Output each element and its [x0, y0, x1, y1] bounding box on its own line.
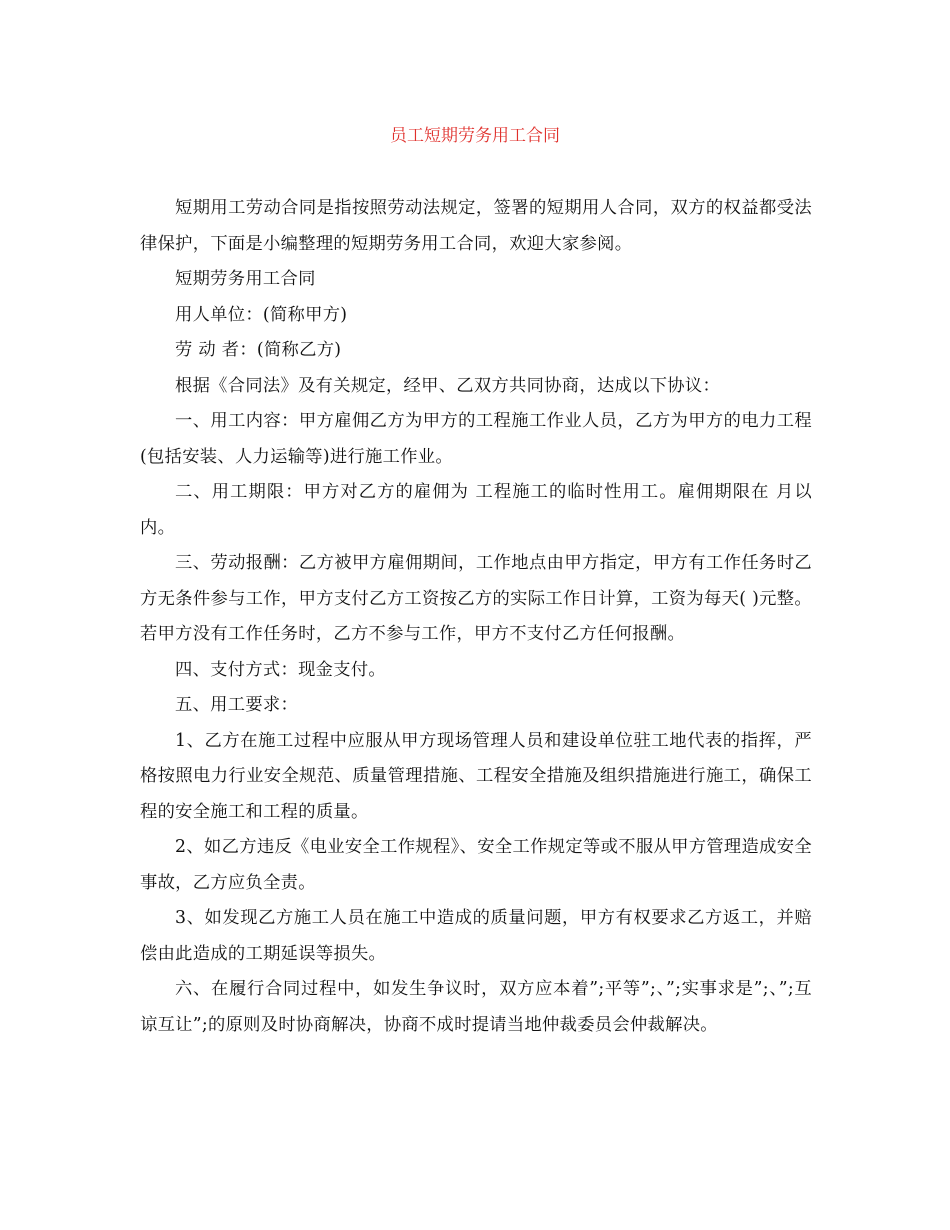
paragraph-requirement-2: 2、如乙方违反《电业安全工作规程》、安全工作规定等或不服从甲方管理造成安全事故，乙方应负全责。: [140, 837, 812, 893]
paragraph-employer: 用人单位：(简称甲方): [175, 304, 348, 325]
document-body: [140, 191, 812, 1043]
paragraph-worker: 劳 动 者：(简称乙方): [175, 340, 342, 360]
paragraph-clause-5: 五、用工要求：: [175, 695, 299, 715]
paragraph-requirement-1: 1、乙方在施工过程中应服从甲方现场管理人员和建设单位驻工地代表的指挥，严格按照电力行业安全规范、质量管理措施、工程安全措施及组织措施进行施工，确保工程的安全施工和工程的质量。: [140, 730, 812, 822]
document-title: 员工短期劳务用工合同: [390, 126, 560, 146]
paragraph-contract-heading: 短期劳务用工合同: [175, 269, 316, 289]
paragraph-clause-3: 三、劳动报酬：乙方被甲方雇佣期间，工作地点由甲方指定，甲方有工作任务时乙方无条件参与工作，甲方支付乙方工资按乙方的实际工作日计算，工资为每天( )元整。若甲方没有工作任务时，乙方不参与工作，甲方不支付乙方任何报酬。: [140, 553, 812, 644]
paragraph-requirement-3: 3、如发现乙方施工人员在施工中造成的质量问题，甲方有权要求乙方返工，并赔偿由此造成的工期延误等损失。: [140, 908, 812, 964]
paragraph-intro: 短期用工劳动合同是指按照劳动法规定，签署的短期用人合同，双方的权益都受法律保护，下面是小编整理的短期劳务用工合同，欢迎大家参阅。: [140, 198, 812, 254]
paragraph-clause-6: 六、在履行合同过程中，如发生争议时，双方应本着”;平等”;、”;实事求是”;、”;互谅互让”;的原则及时协商解决，协商不成时提请当地仲裁委员会仲裁解决。: [140, 979, 812, 1035]
paragraph-clause-1: 一、用工内容：甲方雇佣乙方为甲方的工程施工作业人员，乙方为甲方的电力工程(包括安装、人力运输等)进行施工作业。: [140, 411, 812, 467]
paragraph-clause-2: 二、用工期限：甲方对乙方的雇佣为 工程施工的临时性用工。雇佣期限在 月以内。: [140, 482, 812, 538]
paragraph-basis: 根据《合同法》及有关规定，经甲、乙双方共同协商，达成以下协议：: [175, 375, 721, 396]
paragraph-clause-4: 四、支付方式：现金支付。: [175, 659, 386, 680]
